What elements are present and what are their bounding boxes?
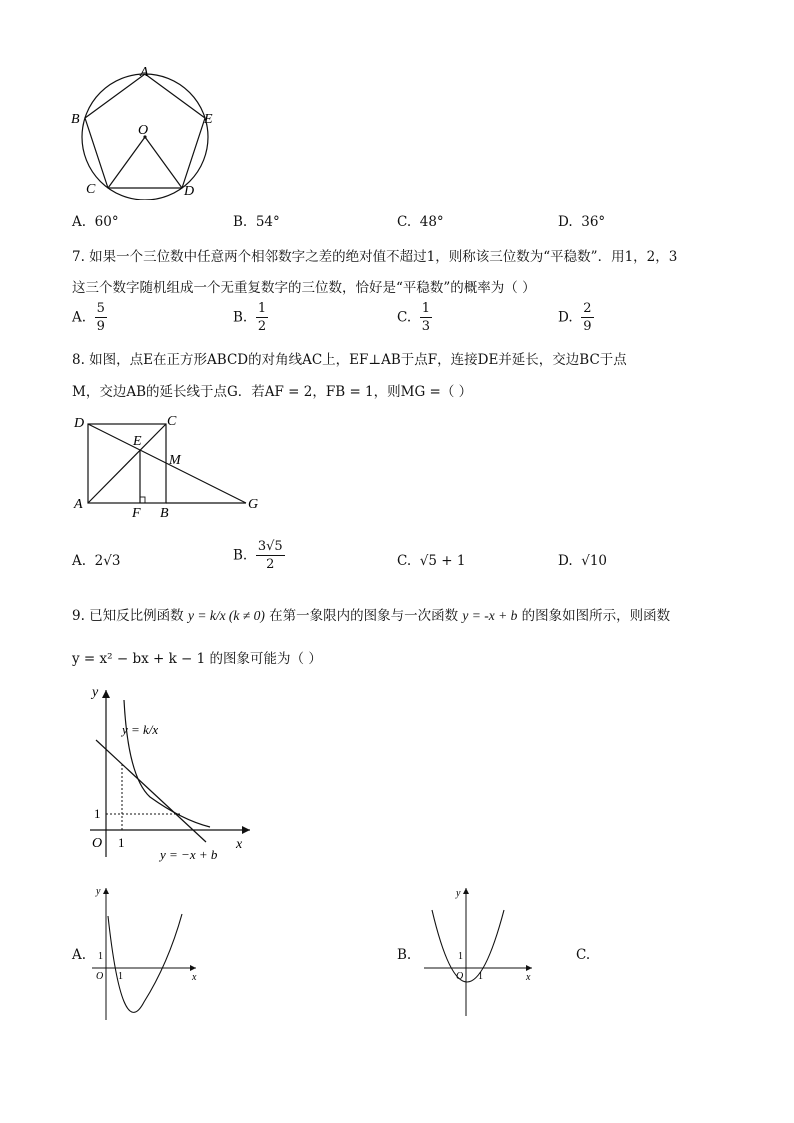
q9-option-a-graph[interactable]: [88, 884, 208, 1024]
fraction: [95, 302, 107, 333]
q6-option-b[interactable]: [233, 214, 280, 230]
option-letter: A.: [72, 553, 87, 569]
q9-line1: [72, 604, 670, 624]
numerator: 2: [583, 301, 592, 316]
q8-line2: M，交边AB的延长线于点G．若AF = 2，FB = 1，则MG =（ ）: [72, 384, 473, 400]
line-label: y = −x + b: [160, 847, 218, 862]
fraction: [256, 302, 268, 333]
denominator: 9: [583, 319, 592, 334]
numerator: 5: [96, 301, 105, 316]
option-letter: D.: [558, 214, 573, 230]
q6-option-d[interactable]: [558, 214, 605, 230]
origin-label: O: [92, 836, 103, 851]
option-value: 36°: [581, 214, 606, 230]
q7-option-b[interactable]: [233, 302, 268, 333]
fraction: [420, 302, 432, 333]
pentagon-circle-figure: [68, 60, 228, 200]
a-y-label: y: [96, 886, 101, 897]
denominator: 3: [421, 319, 431, 334]
q9-option-b-graph[interactable]: [420, 884, 540, 1024]
fraction: [581, 302, 593, 333]
q8-option-d[interactable]: [558, 553, 607, 569]
option-letter: B.: [233, 309, 248, 326]
numerator: 1: [257, 301, 267, 316]
denominator: 2: [257, 319, 267, 334]
b-x-label: x: [526, 972, 531, 983]
label-D: D: [74, 416, 85, 431]
label-B: B: [160, 506, 169, 520]
option-letter: A.: [72, 214, 87, 230]
option-letter: B.: [233, 214, 248, 230]
a-one-x: 1: [118, 971, 123, 982]
numerator: 3√5: [257, 539, 283, 554]
label-A: A: [140, 65, 149, 80]
x-axis-label: x: [236, 837, 243, 852]
q8-option-a[interactable]: [72, 553, 120, 569]
a-x-label: x: [192, 972, 197, 983]
q7-option-c[interactable]: [397, 302, 432, 333]
b-y-label: y: [456, 888, 461, 899]
curve-label: y = k/x: [122, 722, 159, 737]
fraction: [256, 540, 285, 571]
q8-option-c[interactable]: [397, 553, 465, 569]
b-origin: O: [456, 971, 464, 982]
q9-option-c-letter[interactable]: C.: [576, 947, 591, 963]
q9-option-a-letter[interactable]: A.: [72, 947, 87, 963]
option-letter: D.: [558, 553, 573, 569]
label-B: B: [71, 112, 80, 127]
a-one-y: 1: [98, 951, 103, 962]
a-origin: O: [96, 971, 104, 982]
x-tick-1: 1: [118, 835, 125, 850]
q9-function-graph: [82, 682, 262, 867]
y-axis-label: y: [92, 685, 99, 700]
option-letter: D.: [558, 309, 573, 326]
option-letter: C.: [397, 214, 412, 230]
b-one-y: 1: [458, 951, 463, 962]
q8-option-b[interactable]: [233, 540, 285, 571]
label-C: C: [167, 414, 177, 429]
option-value: 2√3: [94, 553, 121, 569]
label-D: D: [184, 184, 195, 199]
denominator: 9: [96, 319, 105, 334]
q9-line2: y = x² − bx + k − 1 的图象可能为（ ）: [72, 651, 322, 667]
label-O: O: [138, 123, 149, 138]
numerator: 1: [421, 301, 431, 316]
q9-expr-inverse: y = k/x (k ≠ 0): [187, 608, 265, 623]
label-E: E: [204, 112, 213, 127]
option-letter: C.: [397, 553, 412, 569]
q7-option-a[interactable]: [72, 302, 107, 333]
q9-text-a: 9. 已知反比例函数: [72, 608, 184, 624]
q9-expr-linear: y = -x + b: [462, 608, 518, 623]
label-A: A: [74, 497, 83, 512]
option-value: 60°: [94, 214, 119, 230]
option-value: √10: [581, 553, 608, 569]
q9-text-b: 在第一象限内的图象与一次函数: [269, 608, 459, 624]
label-M: M: [169, 453, 181, 468]
denominator: 2: [266, 557, 275, 572]
q7-line2: 这三个数字随机组成一个无重复数字的三位数，恰好是“平稳数”的概率为（ ）: [72, 280, 536, 296]
label-G: G: [248, 497, 259, 512]
option-letter: B.: [233, 547, 248, 564]
q6-option-a[interactable]: [72, 214, 119, 230]
option-letter: C.: [397, 309, 412, 326]
option-letter: A.: [72, 309, 87, 326]
label-E: E: [133, 434, 142, 449]
square-diagonal-figure: [70, 410, 270, 520]
option-value: √5 + 1: [419, 553, 466, 569]
q9-option-b-letter[interactable]: B.: [397, 947, 412, 963]
option-value: 48°: [419, 214, 444, 230]
option-value: 54°: [255, 214, 280, 230]
label-F: F: [132, 506, 141, 520]
q8-line1: 8. 如图，点E在正方形ABCD的对角线AC上，EF⊥AB于点F，连接DE并延长，交边BC于点: [72, 352, 627, 368]
q6-option-c[interactable]: [397, 214, 444, 230]
q9-text-c: 的图象如图所示，则函数: [521, 608, 671, 624]
q7-line1: 7. 如果一个三位数中任意两个相邻数字之差的绝对值不超过1，则称该三位数为“平稳数”．用1，2，3: [72, 249, 678, 265]
q7-option-d[interactable]: [558, 302, 594, 333]
y-tick-1: 1: [94, 806, 101, 821]
label-C: C: [86, 182, 96, 197]
b-one-x: 1: [478, 971, 483, 982]
